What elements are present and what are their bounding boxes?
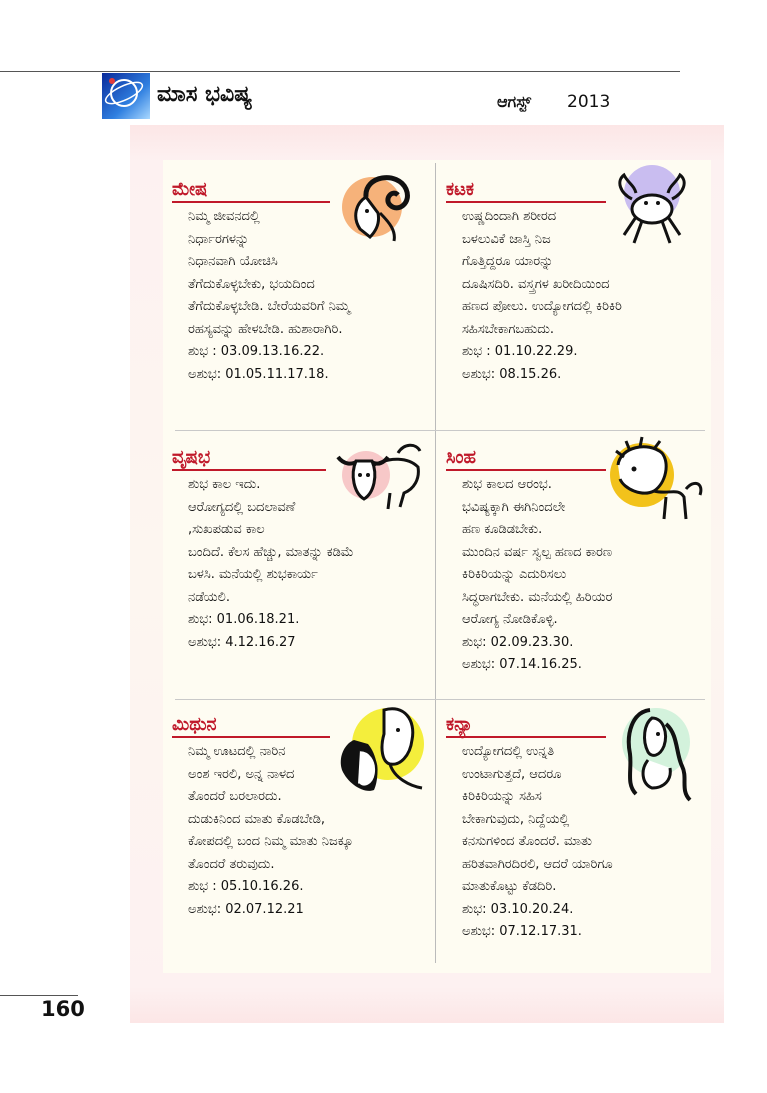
description-line: ದೂಷಿಸದಿರಿ. ವಸ್ತ್ರಗಳ ಖರೀದಿಯಿಂದ	[462, 276, 610, 292]
description-line: ಬೇಕಾಗುವುದು, ನಿದ್ದೆಯಲ್ಲಿ	[462, 811, 570, 827]
description-line: ಹರಿತವಾಗಿರದಿರಲಿ, ಆದರೆ ಯಾರಿಗೂ	[462, 856, 613, 872]
description-line: ಕಿರಿಕಿರಿಯನ್ನು ಸಹಿಸ	[462, 789, 542, 804]
maiden-icon	[606, 704, 702, 810]
globe-logo-icon	[102, 73, 150, 119]
row-divider	[175, 430, 705, 431]
issue-month: ಆಗಸ್ಟ್	[497, 92, 532, 111]
description-line: ಭವಿಷ್ಯಕ್ಕಾಗಿ ಈಗಿನಿಂದಲೇ	[462, 499, 566, 515]
description-line: ಸಿದ್ಧರಾಗಬೇಕು. ಮನೆಯಲ್ಲಿ ಹಿರಿಯರ	[462, 589, 613, 605]
footer-rule	[0, 995, 78, 996]
description-line: ಕಿರಿಕಿರಿಯನ್ನು ಎದುರಿಸಲು	[462, 567, 567, 582]
description-line: ತೊಂದರೆ ಬರಲಾರದು.	[188, 789, 282, 804]
sign-underline	[446, 469, 606, 471]
unlucky-dates: ಅಶುಭ: 01.05.11.17.18.	[188, 366, 329, 382]
description-line: ಕನಸುಗಳಿಂದ ತೊಂದರೆ. ಮಾತು	[462, 834, 593, 849]
column-divider	[435, 163, 436, 963]
description-line: ತೆಗೆದುಕೊಳ್ಳಬೇಕು, ಭಯದಿಂದ	[188, 276, 315, 292]
sign-name: ಮಿಥುನ	[172, 714, 217, 735]
description-line: ತೊಂದರೆ ತರುವುದು.	[188, 856, 275, 872]
description-line: ಶುಭ ಕಾಲ ಇದು.	[188, 477, 261, 492]
description-line: ನಡೆಯಲಿ.	[188, 589, 230, 605]
sign-name: ವೃಷಭ	[172, 447, 211, 468]
sign-underline	[446, 736, 606, 738]
description-line: ನಿಮ್ಮ ಜೀವನದಲ್ಲಿ	[188, 209, 260, 224]
description-line: ಮುಂದಿನ ವರ್ಷ ಸ್ವಲ್ಪ ಹಣದ ಕಾರಣ	[462, 544, 613, 560]
unlucky-dates: ಅಶುಭ: 08.15.26.	[462, 366, 562, 382]
lucky-dates: ಶುಭ : 01.10.22.29.	[462, 344, 578, 359]
description-line: ಬಳಲುವಿಕೆ ಜಾಸ್ತಿ ನಿಜ	[462, 231, 551, 247]
description-line: ತೆಗೆದುಕೊಳ್ಳಬೇಡಿ. ಬೇರೆಯವರಿಗೆ ನಿಮ್ಮ	[188, 299, 350, 314]
description-line: ಹಣದ ಪೋಲು. ಉದ್ಯೋಗದಲ್ಲಿ ಕಿರಿಕಿರಿ	[462, 299, 622, 314]
description-line: ಉಂಟಾಗುತ್ತದೆ, ಆದರೂ	[462, 766, 562, 782]
sign-underline	[446, 201, 606, 203]
description-line: ಸಹಿಸಬೇಕಾಗಬಹುದು.	[462, 321, 554, 337]
sign-underline	[172, 736, 330, 738]
description-line: ಉಷ್ಣದಿಂದಾಗಿ ಶರೀರದ	[462, 209, 557, 224]
lucky-dates: ಶುಭ : 05.10.16.26.	[188, 879, 304, 894]
description-line: ದುಡುಕಿನಿಂದ ಮಾತು ಕೊಡಬೇಡಿ,	[188, 811, 326, 827]
page-number: 160	[41, 997, 85, 1021]
description-line: ಶುಭ ಕಾಲದ ಆರಂಭ.	[462, 477, 552, 492]
row-divider	[175, 699, 705, 700]
page-title: ಮಾಸ ಭವಿಷ್ಯ	[157, 82, 253, 107]
description-line: ನಿಮ್ಮ ಊಟದಲ್ಲಿ ನಾರಿನ	[188, 744, 286, 759]
unlucky-dates: ಅಶುಭ: 4.12.16.27	[188, 634, 296, 650]
description-line: ಆರೋಗ್ಯದಲ್ಲಿ ಬದಲಾವಣೆ	[188, 499, 296, 515]
lucky-dates: ಶುಭ : 03.09.13.16.22.	[188, 344, 325, 359]
description-line: ಆರೋಗ್ಯ ನೋಡಿಕೊಳ್ಳಿ.	[462, 612, 558, 627]
description-line: ಉದ್ಯೋಗದಲ್ಲಿ ಉನ್ನತಿ	[462, 744, 555, 759]
unlucky-dates: ಅಶುಭ: 02.07.12.21	[188, 901, 304, 917]
description-line: ,ಸುಖಪಡುವ ಕಾಲ	[188, 522, 265, 537]
lucky-dates: ಶುಭ: 02.09.23.30.	[462, 634, 574, 650]
description-line: ಹಣ ಕೂಡಿಡಬೇಕು.	[462, 522, 543, 537]
sign-name: ಸಿಂಹ	[446, 447, 477, 468]
lucky-dates: ಶುಭ: 03.10.20.24.	[462, 901, 574, 917]
unlucky-dates: ಅಶುಭ: 07.14.16.25.	[462, 657, 582, 672]
issue-year: 2013	[567, 92, 611, 112]
lucky-dates: ಶುಭ: 01.06.18.21.	[188, 612, 300, 627]
lion-icon	[608, 435, 708, 529]
unlucky-dates: ಅಶುಭ: 07.12.17.31.	[462, 924, 582, 939]
top-rule	[0, 71, 680, 72]
sign-underline	[172, 201, 330, 203]
sign-name: ಕಟಕ	[446, 179, 474, 200]
description-line: ಬಂದಿದೆ. ಕೆಲಸ ಹೆಚ್ಚು, ಮಾತನ್ನು ಕಡಿಮೆ	[188, 544, 354, 560]
description-line: ನಿಧಾನವಾಗಿ ಯೋಚಿಸಿ	[188, 254, 278, 269]
description-line: ಅಂಶ ಇರಲಿ, ಅನ್ನ ನಾಳದ	[188, 766, 295, 782]
description-line: ಕೋಪದಲ್ಲಿ ಬಂದ ನಿಮ್ಮ ಮಾತು ನಿಜಕ್ಕೂ	[188, 834, 354, 849]
description-line: ರಹಸ್ಯವನ್ನು ಹೇಳಬೇಡಿ. ಹುಶಾರಾಗಿರಿ.	[188, 321, 343, 337]
description-line: ಗೊತ್ತಿದ್ದರೂ ಯಾರನ್ನು	[462, 254, 554, 269]
description-line: ಮಾತುಕೊಟ್ಟು ಕೆಡದಿರಿ.	[462, 879, 557, 894]
sign-name: ಮೇಷ	[172, 179, 208, 200]
description-line: ಬಳಸಿ. ಮನೆಯಲ್ಲಿ ಶುಭಕಾರ್ಯ	[188, 567, 318, 582]
sign-name: ಕನ್ಯಾ	[446, 714, 473, 735]
sign-underline	[172, 469, 326, 471]
description-line: ನಿರ್ಧಾರಗಳನ್ನು	[188, 231, 250, 247]
